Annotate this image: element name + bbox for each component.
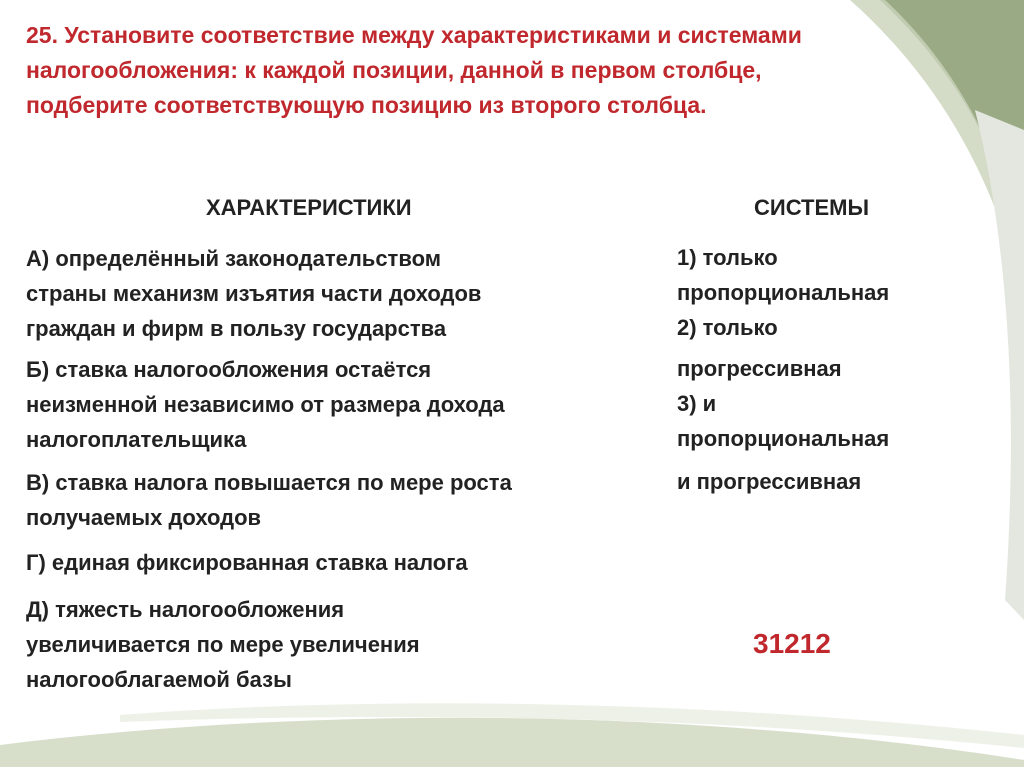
characteristic-line: граждан и фирм в пользу государства	[26, 316, 447, 341]
characteristic-line: неизменной независимо от размера дохода	[26, 392, 505, 417]
system-line: пропорциональная	[677, 280, 890, 305]
characteristic-line: В) ставка налога повышается по мере роста	[26, 470, 512, 495]
characteristic-line: А) определённый законодательством	[26, 246, 441, 271]
system-line: 1) только	[677, 245, 778, 270]
characteristic-line: налогооблагаемой базы	[26, 667, 292, 692]
question-line: 25. Установите соответствие между характеристиками и системами	[26, 22, 802, 48]
systems-column	[677, 240, 1007, 499]
characteristic-line: Г) единая фиксированная ставка налога	[26, 550, 468, 575]
system-line: 3) и	[677, 391, 717, 416]
characteristic-c	[26, 465, 666, 535]
answer-text: 31212	[753, 628, 831, 659]
characteristic-b	[26, 352, 666, 457]
question-line: подберите соответствующую позицию из второго столбца.	[26, 92, 707, 118]
characteristic-d	[26, 545, 666, 580]
system-line: пропорциональная	[677, 426, 890, 451]
characteristic-line: Б) ставка налогообложения остаётся	[26, 357, 432, 382]
characteristic-line: увеличивается по мере увеличения	[26, 632, 420, 657]
characteristic-line: Д) тяжесть налогообложения	[26, 597, 345, 622]
characteristic-line: налогоплательщика	[26, 427, 247, 452]
characteristic-line: страны механизм изъятия части доходов	[26, 281, 482, 306]
characteristics-header: ХАРАКТЕРИСТИКИ	[206, 195, 412, 220]
systems-header: СИСТЕМЫ	[754, 195, 870, 220]
question-title	[26, 18, 1001, 123]
characteristic-e	[26, 592, 666, 697]
characteristic-line: получаемых доходов	[26, 505, 262, 530]
system-line: 2) только	[677, 315, 778, 340]
system-line: и прогрессивная	[677, 469, 862, 494]
characteristics-column	[26, 241, 666, 697]
characteristic-a	[26, 241, 666, 346]
system-line: прогрессивная	[677, 356, 842, 381]
question-line: налогообложения: к каждой позиции, данной в первом столбце,	[26, 57, 762, 83]
